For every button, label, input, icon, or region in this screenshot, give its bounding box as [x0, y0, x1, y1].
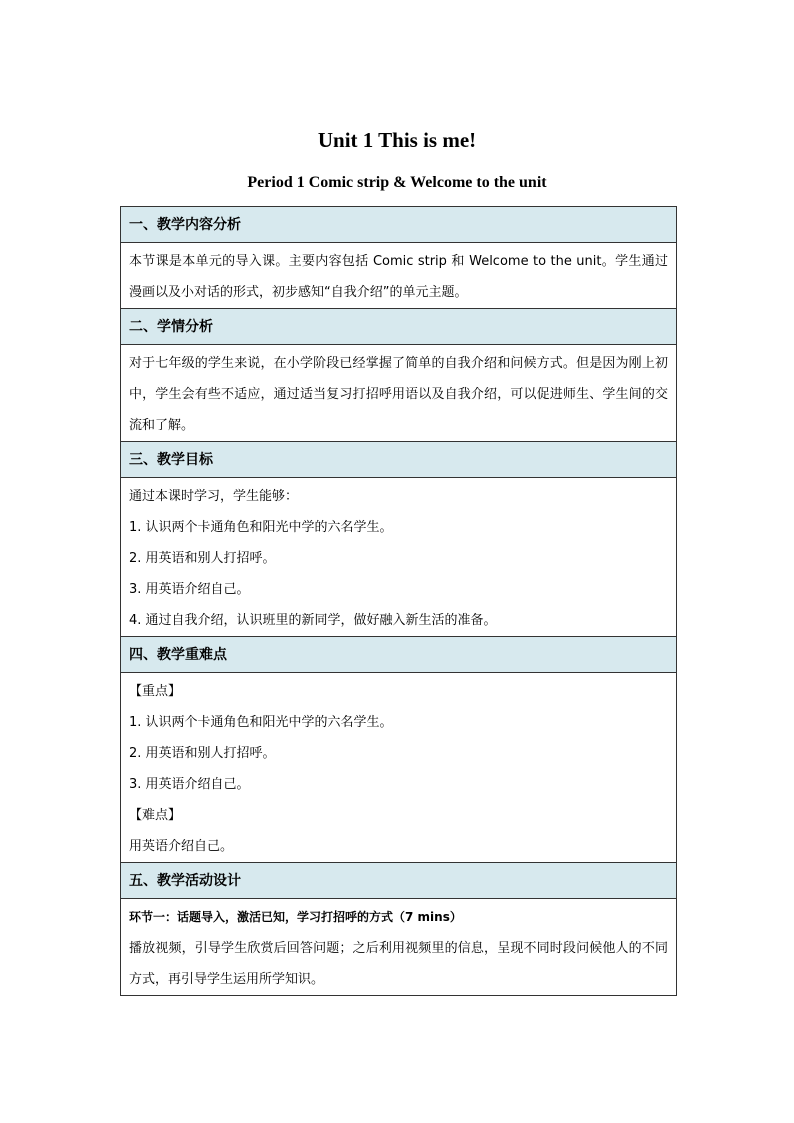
section-body-student-analysis	[121, 345, 676, 442]
section-heading-key-points: 四、教学重难点	[121, 637, 676, 673]
key-point-item: 3. 用英语介绍自己。	[129, 777, 250, 792]
objective-item: 3. 用英语介绍自己。	[129, 582, 250, 597]
key-point-item: 2. 用英语和别人打招呼。	[129, 746, 276, 761]
difficulty-label: 【难点】	[129, 808, 182, 823]
section-body-activities	[121, 899, 676, 995]
section-body-objectives	[121, 478, 676, 637]
document-subtitle: Period 1 Comic strip & Welcome to the unit	[247, 174, 547, 191]
document-title: Unit 1 This is me!	[317, 128, 477, 152]
key-points-label: 【重点】	[129, 684, 182, 699]
section-heading-content-analysis: 一、教学内容分析	[121, 207, 676, 243]
activity-step-text: 播放视频，引导学生欣赏后回答问题；之后利用视频里的信息，呈现不同时段问候他人的不同方式，再引导学生运用所学知识。	[129, 941, 668, 987]
section-heading-objectives: 三、教学目标	[121, 442, 676, 478]
section-body-content-analysis	[121, 243, 676, 309]
objectives-intro: 通过本课时学习，学生能够：	[129, 489, 299, 504]
content-analysis-text: 本节课是本单元的导入课。主要内容包括 Comic strip 和 Welcome to the unit。学生通过漫画以及小对话的形式，初步感知“自我介绍”的单元主题。	[129, 254, 668, 300]
section-heading-student-analysis: 二、学情分析	[121, 309, 676, 345]
objective-item: 2. 用英语和别人打招呼。	[129, 551, 276, 566]
student-analysis-text: 对于七年级的学生来说，在小学阶段已经掌握了简单的自我介绍和问候方式。但是因为刚上初中，学生会有些不适应，通过适当复习打招呼用语以及自我介绍，可以促进师生、学生间的交流和了解。	[129, 356, 668, 433]
activity-step-title: 环节一：话题导入，激活已知，学习打招呼的方式（7 mins）	[129, 910, 462, 924]
objective-item: 1. 认识两个卡通角色和阳光中学的六名学生。	[129, 520, 393, 535]
key-point-item: 1. 认识两个卡通角色和阳光中学的六名学生。	[129, 715, 393, 730]
objective-item: 4. 通过自我介绍，认识班里的新同学，做好融入新生活的准备。	[129, 613, 497, 628]
section-heading-activities: 五、教学活动设计	[121, 863, 676, 899]
lesson-plan-table	[120, 206, 677, 996]
difficulty-text: 用英语介绍自己。	[129, 839, 234, 854]
section-body-key-points	[121, 673, 676, 863]
